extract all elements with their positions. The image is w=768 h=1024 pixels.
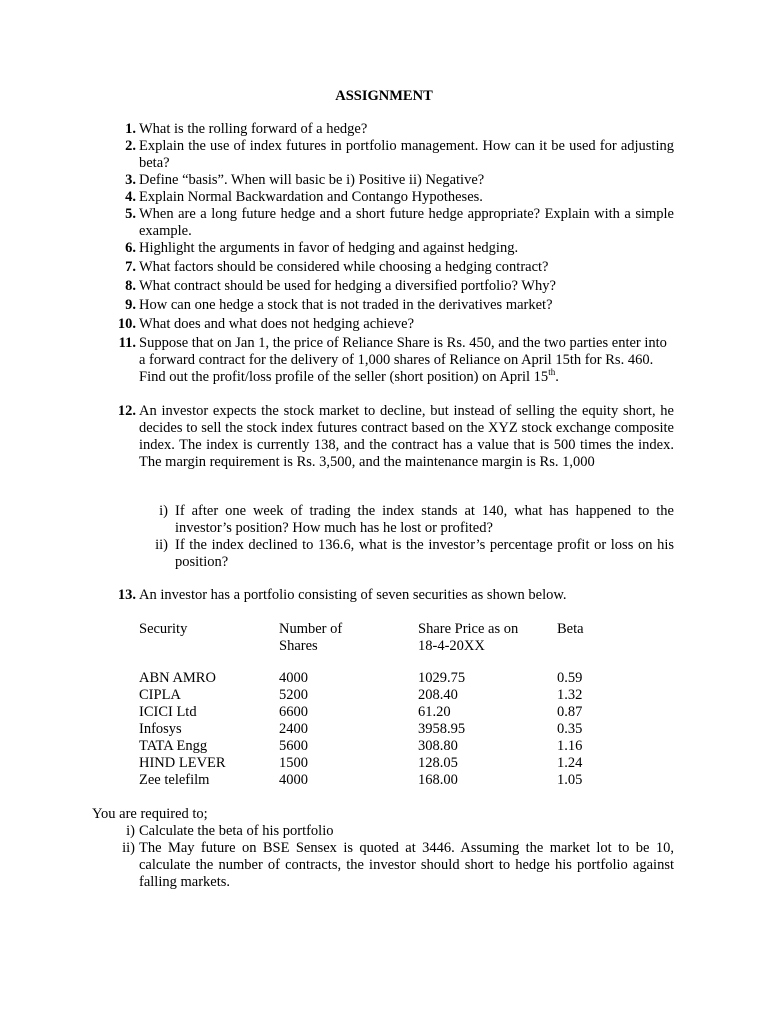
q12-part-i: [140, 503, 674, 537]
question-number: 12.: [117, 403, 136, 419]
part-number: ii): [155, 537, 168, 553]
cell-shares: 4000: [279, 670, 308, 686]
cell-shares: 4000: [279, 772, 308, 788]
cell-price: 61.20: [418, 704, 451, 720]
q12-part-ii: [140, 537, 674, 571]
part-text: If the index declined to 136.6, what is the investor’s percentage profit or loss on his position?: [175, 537, 674, 570]
cell-price: 3958.95: [418, 721, 466, 737]
required-text: Calculate the beta of his portfolio: [139, 823, 334, 839]
question-text-main: Suppose that on Jan 1, the price of Reliance Share is Rs. 450, and the two parties enter into a forward contract for the delivery of 1,000 shares of Reliance on April 15th for Rs. 460. Find out the profit/loss profile of the seller (short position) on April 15: [139, 335, 667, 385]
cell-security: TATA Engg: [139, 738, 208, 754]
question-number: 11.: [118, 335, 136, 351]
page-title: ASSIGNMENT: [335, 88, 433, 104]
cell-security: Zee telefilm: [139, 772, 210, 788]
cell-shares: 5600: [279, 738, 308, 754]
cell-beta: 0.87: [557, 704, 583, 720]
cell-shares: 5200: [279, 687, 308, 703]
header-shares: Number of: [279, 621, 343, 637]
question-8: [92, 278, 674, 295]
cell-beta: 1.24: [557, 755, 583, 771]
question-1: [92, 121, 674, 138]
question-13: [92, 587, 674, 604]
question-6: [92, 240, 674, 257]
cell-security: ICICI Ltd: [139, 704, 197, 720]
header-security: Security: [139, 621, 188, 637]
cell-security: Infosys: [139, 721, 182, 737]
question-text: An investor expects the stock market to decline, but instead of selling the equity short, he decides to sell the stock index futures contract based on the XYZ stock exchange composite index. The index is currently 138, and the contract has a value that is 500 times the index. The margin requirement is Rs. 3,500, and the maintenance margin is Rs. 1,000: [139, 403, 674, 470]
cell-beta: 0.59: [557, 670, 583, 686]
cell-security: ABN AMRO: [139, 670, 216, 686]
cell-price: 1029.75: [418, 670, 466, 686]
question-text: Define “basis”. When will basic be i) Positive ii) Negative?: [139, 172, 485, 188]
question-9: [92, 297, 674, 314]
required-number: i): [126, 823, 135, 839]
required-intro: You are required to;: [92, 806, 208, 822]
question-number: 3.: [125, 172, 136, 188]
question-number: 2.: [125, 138, 136, 154]
question-text: What contract should be used for hedging a diversified portfolio? Why?: [139, 278, 556, 294]
cell-shares: 1500: [279, 755, 308, 771]
cell-beta: 1.05: [557, 772, 583, 788]
cell-security: HIND LEVER: [139, 755, 226, 771]
question-2: [92, 138, 674, 172]
cell-price: 168.00: [418, 772, 458, 788]
question-3: [92, 172, 674, 189]
part-text: If after one week of trading the index stands at 140, what has happened to the investor’s position? How much has he lost or profited?: [175, 503, 674, 536]
cell-beta: 1.16: [557, 738, 583, 754]
required-item-i: [92, 823, 674, 840]
cell-beta: 1.32: [557, 687, 583, 703]
header-price-line2: 18-4-20XX: [418, 638, 485, 654]
question-4: [92, 189, 674, 206]
question-5: [92, 206, 674, 240]
question-number: 10.: [117, 316, 136, 332]
header-beta: Beta: [557, 621, 584, 637]
question-text: When are a long future hedge and a short future hedge appropriate? Explain with a simple example.: [139, 206, 674, 239]
question-number: 9.: [125, 297, 136, 313]
question-text: What factors should be considered while choosing a hedging contract?: [139, 259, 549, 275]
question-text: What does and what does not hedging achieve?: [139, 316, 415, 332]
cell-security: CIPLA: [139, 687, 181, 703]
superscript: th: [548, 367, 556, 378]
question-12: [92, 403, 674, 471]
question-7: [92, 259, 674, 276]
question-number: 13.: [117, 587, 136, 603]
cell-shares: 2400: [279, 721, 308, 737]
required-item-ii: [92, 840, 674, 891]
question-number: 1.: [125, 121, 136, 137]
question-number: 7.: [125, 259, 136, 275]
question-number: 8.: [125, 278, 136, 294]
question-text: Explain the use of index futures in portfolio management. How can it be used for adjusting beta?: [139, 138, 674, 171]
cell-shares: 6600: [279, 704, 308, 720]
question-text: An investor has a portfolio consisting of seven securities as shown below.: [139, 587, 567, 603]
question-text: Highlight the arguments in favor of hedging and against hedging.: [139, 240, 519, 256]
required-number: ii): [122, 840, 135, 856]
question-text: [139, 335, 674, 386]
question-number: 4.: [125, 189, 136, 205]
question-number: 5.: [125, 206, 136, 222]
header-shares-line2: Shares: [279, 638, 318, 654]
question-text-end: .: [555, 369, 559, 385]
question-text: Explain Normal Backwardation and Contango Hypotheses.: [139, 189, 483, 205]
required-text: The May future on BSE Sensex is quoted at 3446. Assuming the market lot to be 10, calculate the number of contracts, the investor should short to hedge his portfolio against falling markets.: [139, 840, 674, 890]
question-11: [92, 335, 674, 386]
cell-price: 208.40: [418, 687, 458, 703]
question-number: 6.: [125, 240, 136, 256]
cell-beta: 0.35: [557, 721, 583, 737]
header-price: Share Price as on: [418, 621, 519, 637]
question-10: [92, 316, 674, 333]
cell-price: 308.80: [418, 738, 458, 754]
cell-price: 128.05: [418, 755, 458, 771]
question-text: What is the rolling forward of a hedge?: [139, 121, 368, 137]
part-number: i): [159, 503, 168, 519]
question-text: How can one hedge a stock that is not traded in the derivatives market?: [139, 297, 553, 313]
